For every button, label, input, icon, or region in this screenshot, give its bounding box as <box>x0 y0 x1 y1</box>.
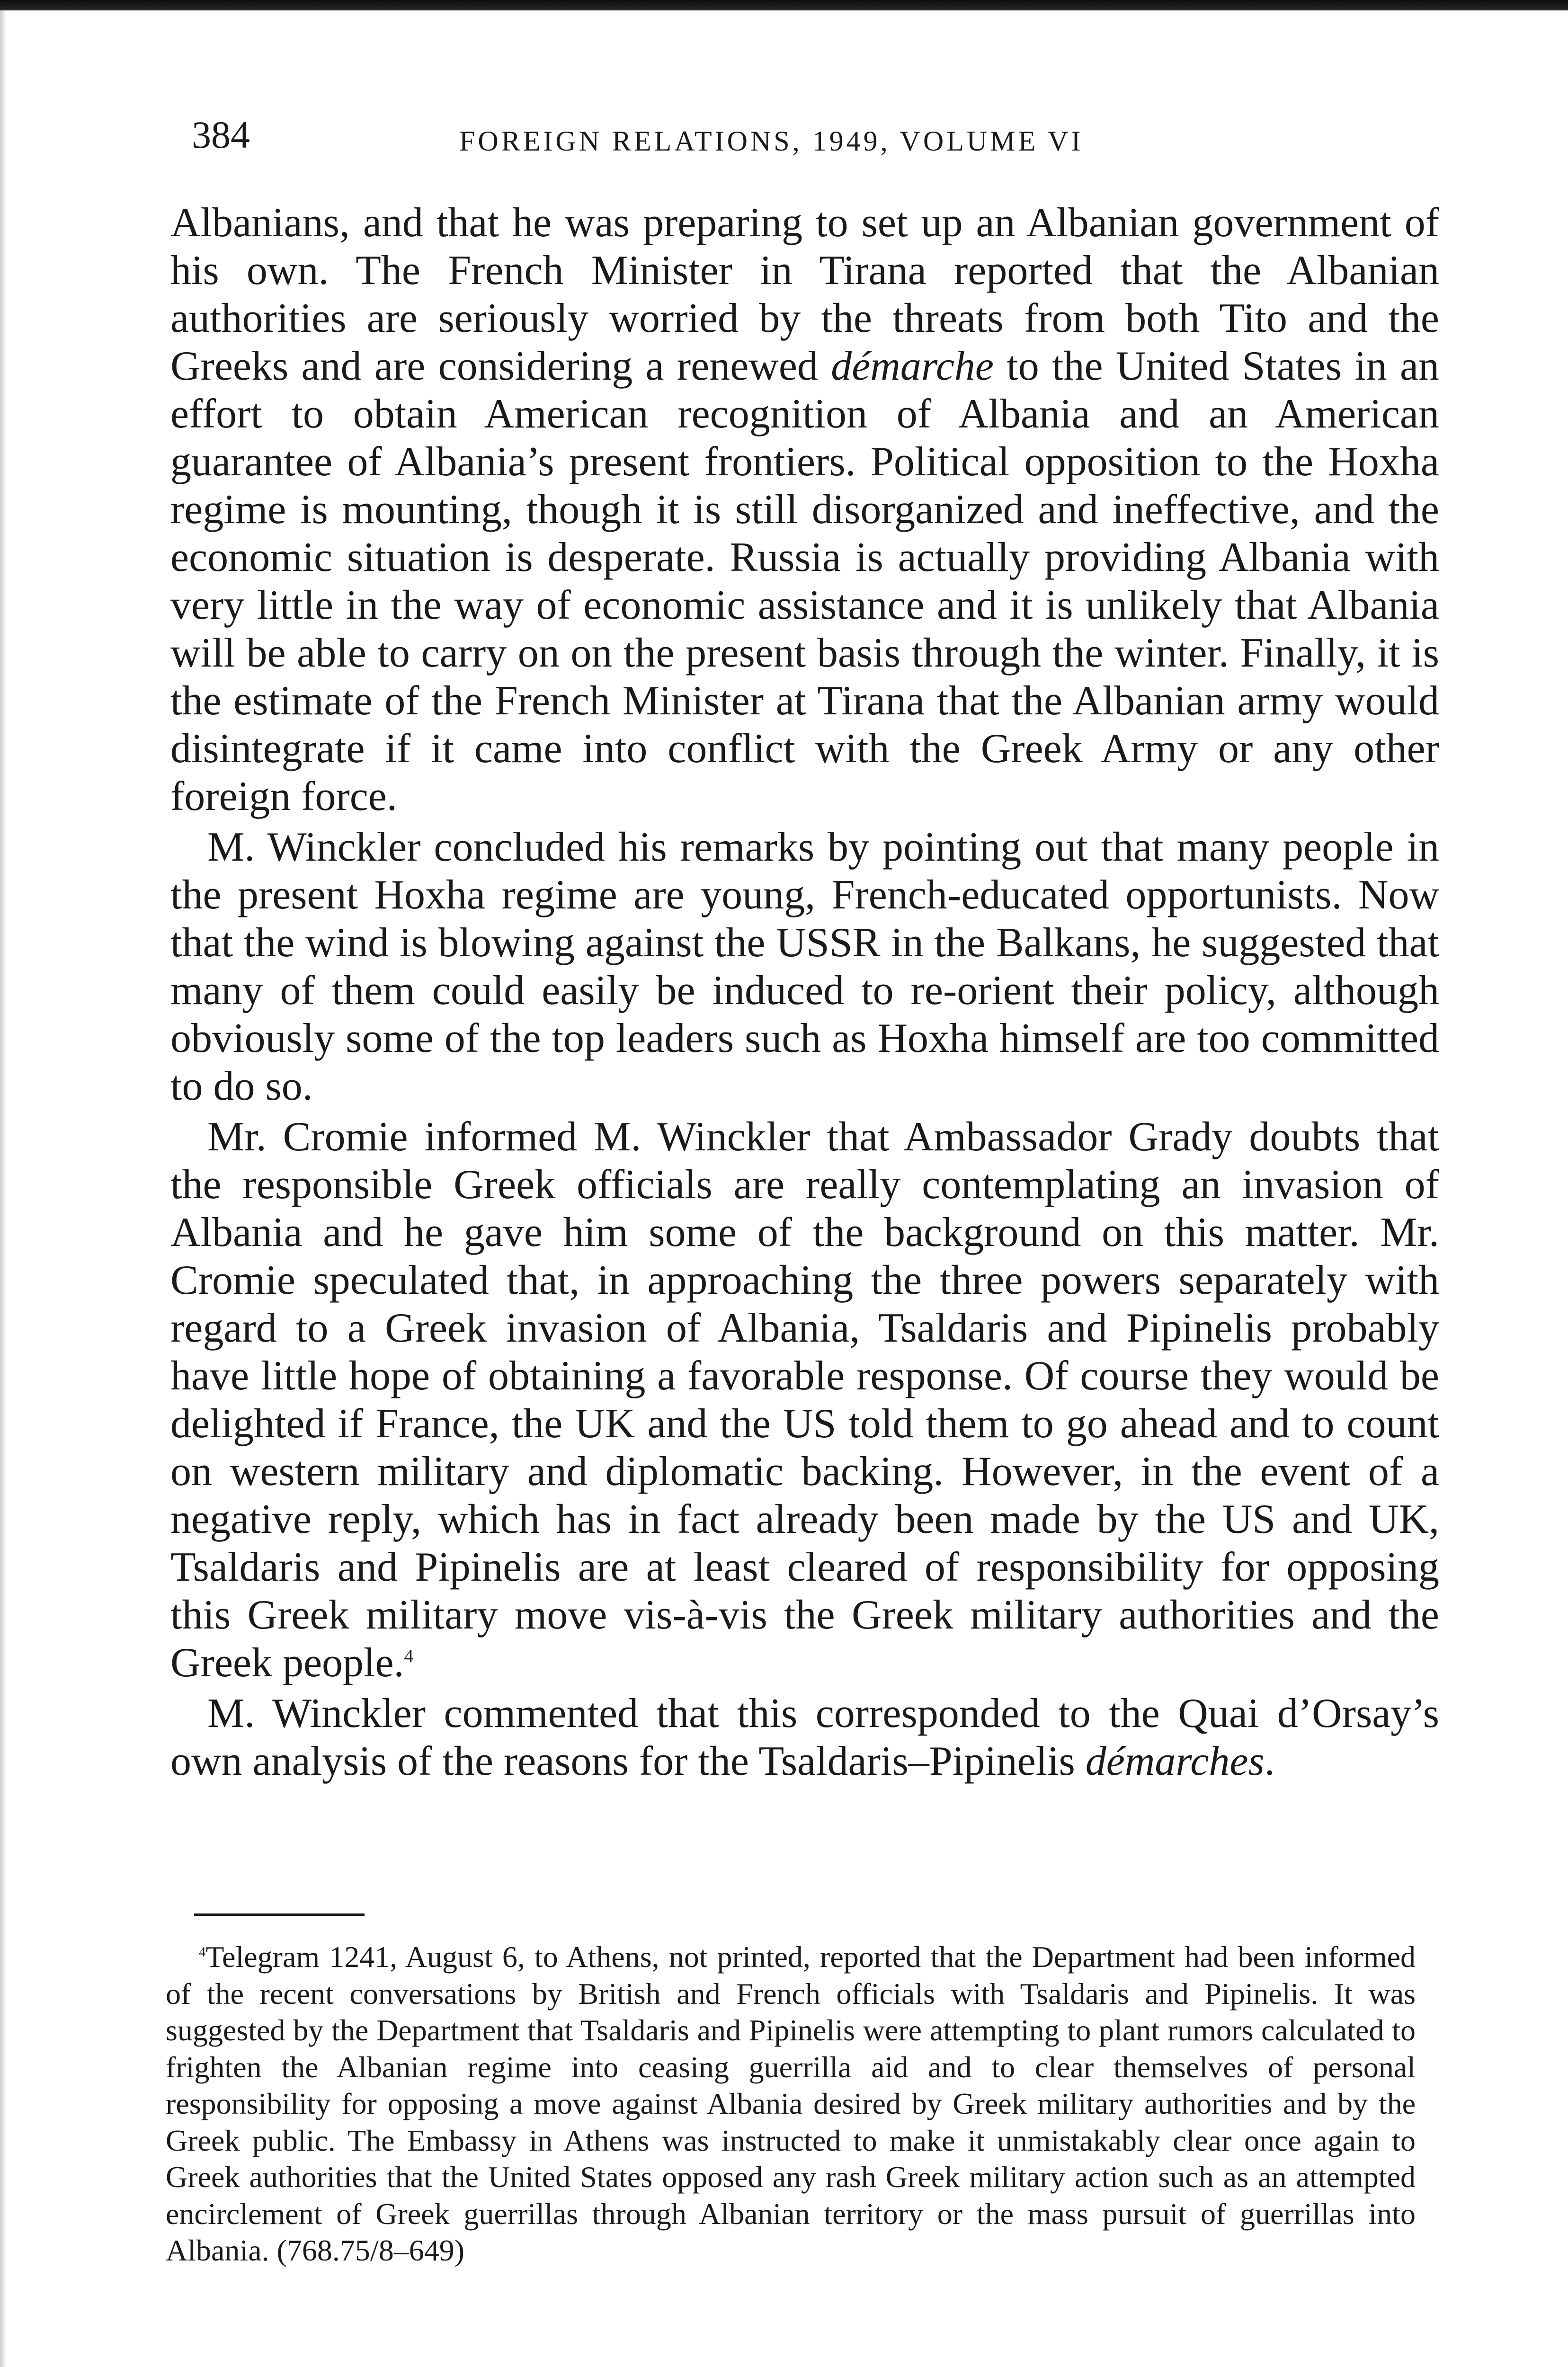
paragraph-text: Albanians, and that he was preparing to set up an Albanian government of his own. The French Minister in Tirana reported that the Albanian authorities are seriously worried by the threats from both Tito and the Greeks and are considering a renewed <box>170 200 1439 389</box>
footnote-text: Telegram 1241, August 6, to Athens, not printed, reported that the Department had been informed of the recent conversations by British and French officials with Tsaldaris and Pipinelis. It was suggested by the Department that Tsaldaris and Pipinelis were attempting to plant rumors calculated to frighten the Albanian regime into ceasing guerrilla aid and to clear themselves of personal responsibility for opposing a move against Albania desired by Greek military authorities and by the Greek public. The Embassy in Athens was instructed to make it unmistakably clear once again to Greek authorities that the United States opposed any rash Greek military action such as an attempted encirclement of Greek guerrillas through Albanian territory or the mass pursuit of guerrillas into Albania. (768.75/8–649) <box>166 1940 1416 2267</box>
paragraph <box>170 823 1439 1110</box>
paragraph-continued <box>170 199 1439 820</box>
scan-top-edge <box>0 0 1568 10</box>
paragraph <box>170 1113 1439 1687</box>
main-body <box>170 199 1439 1788</box>
footnote-divider <box>194 1913 365 1916</box>
paragraph-text: M. Winckler commented that this corresponded to the Quai d’Orsay’s own analysis of the reasons for the Tsaldaris–Pipinelis <box>170 1691 1439 1784</box>
paragraph-text: to the United States in an effort to obtain American recognition of Albania and an American guarantee of Albania’s present frontiers. Political opposition to the Hoxha regime is mounting, though it is still disorganized and ineffective, and the economic situation is desperate. Russia is actually providing Albania with very little in the way of economic assistance and it is unlikely that Albania will be able to carry on on the present basis through the winter. Finally, it is the estimate of the French Minister at Tirana that the Albanian army would disintegrate if it came into conflict with the Greek Army or any other foreign force. <box>170 343 1439 819</box>
page-header <box>192 111 1210 168</box>
paragraph-text: . <box>1264 1738 1275 1784</box>
page-number: 384 <box>192 113 250 156</box>
paragraph-text: Mr. Cromie informed M. Winckler that Ambassador Grady doubts that the responsible Greek officials are really contemplating an invasion of Albania and he gave him some of the background on this matter. Mr. Cromie speculated that, in approaching the three powers separately with regard to a Greek invasion of Albania, Tsaldaris and Pipinelis probably have little hope of obtaining a favorable response. Of course they would be delighted if France, the UK and the US told them to go ahead and to count on western military and diplomatic backing. However, in the event of a negative reply, which has in fact already been made by the US and UK, Tsaldaris and Pipinelis are at least cleared of responsibility for opposing this Greek military move vis-à-vis the Greek military authorities and the Greek people. <box>170 1114 1439 1686</box>
footnote <box>166 1939 1416 2269</box>
scan-left-shadow <box>0 10 7 2367</box>
paragraph-text: M. Winckler concluded his remarks by pointing out that many people in the present Hoxha regime are young, French-educated opportunists. Now that the wind is blowing against the USSR in the Balkans, he suggested that many of them could easily be induced to re-orient their policy, although obviously some of the top leaders such as Hoxha himself are too committed to do so. <box>170 824 1439 1109</box>
paragraph <box>170 1690 1439 1785</box>
italic-term: démarche <box>831 343 994 389</box>
footnote-reference[interactable]: 4 <box>404 1645 414 1666</box>
footnote-mark: 4 <box>199 1944 206 1960</box>
italic-term: démarches <box>1085 1738 1265 1784</box>
running-head: FOREIGN RELATIONS, 1949, VOLUME VI <box>459 125 1084 157</box>
